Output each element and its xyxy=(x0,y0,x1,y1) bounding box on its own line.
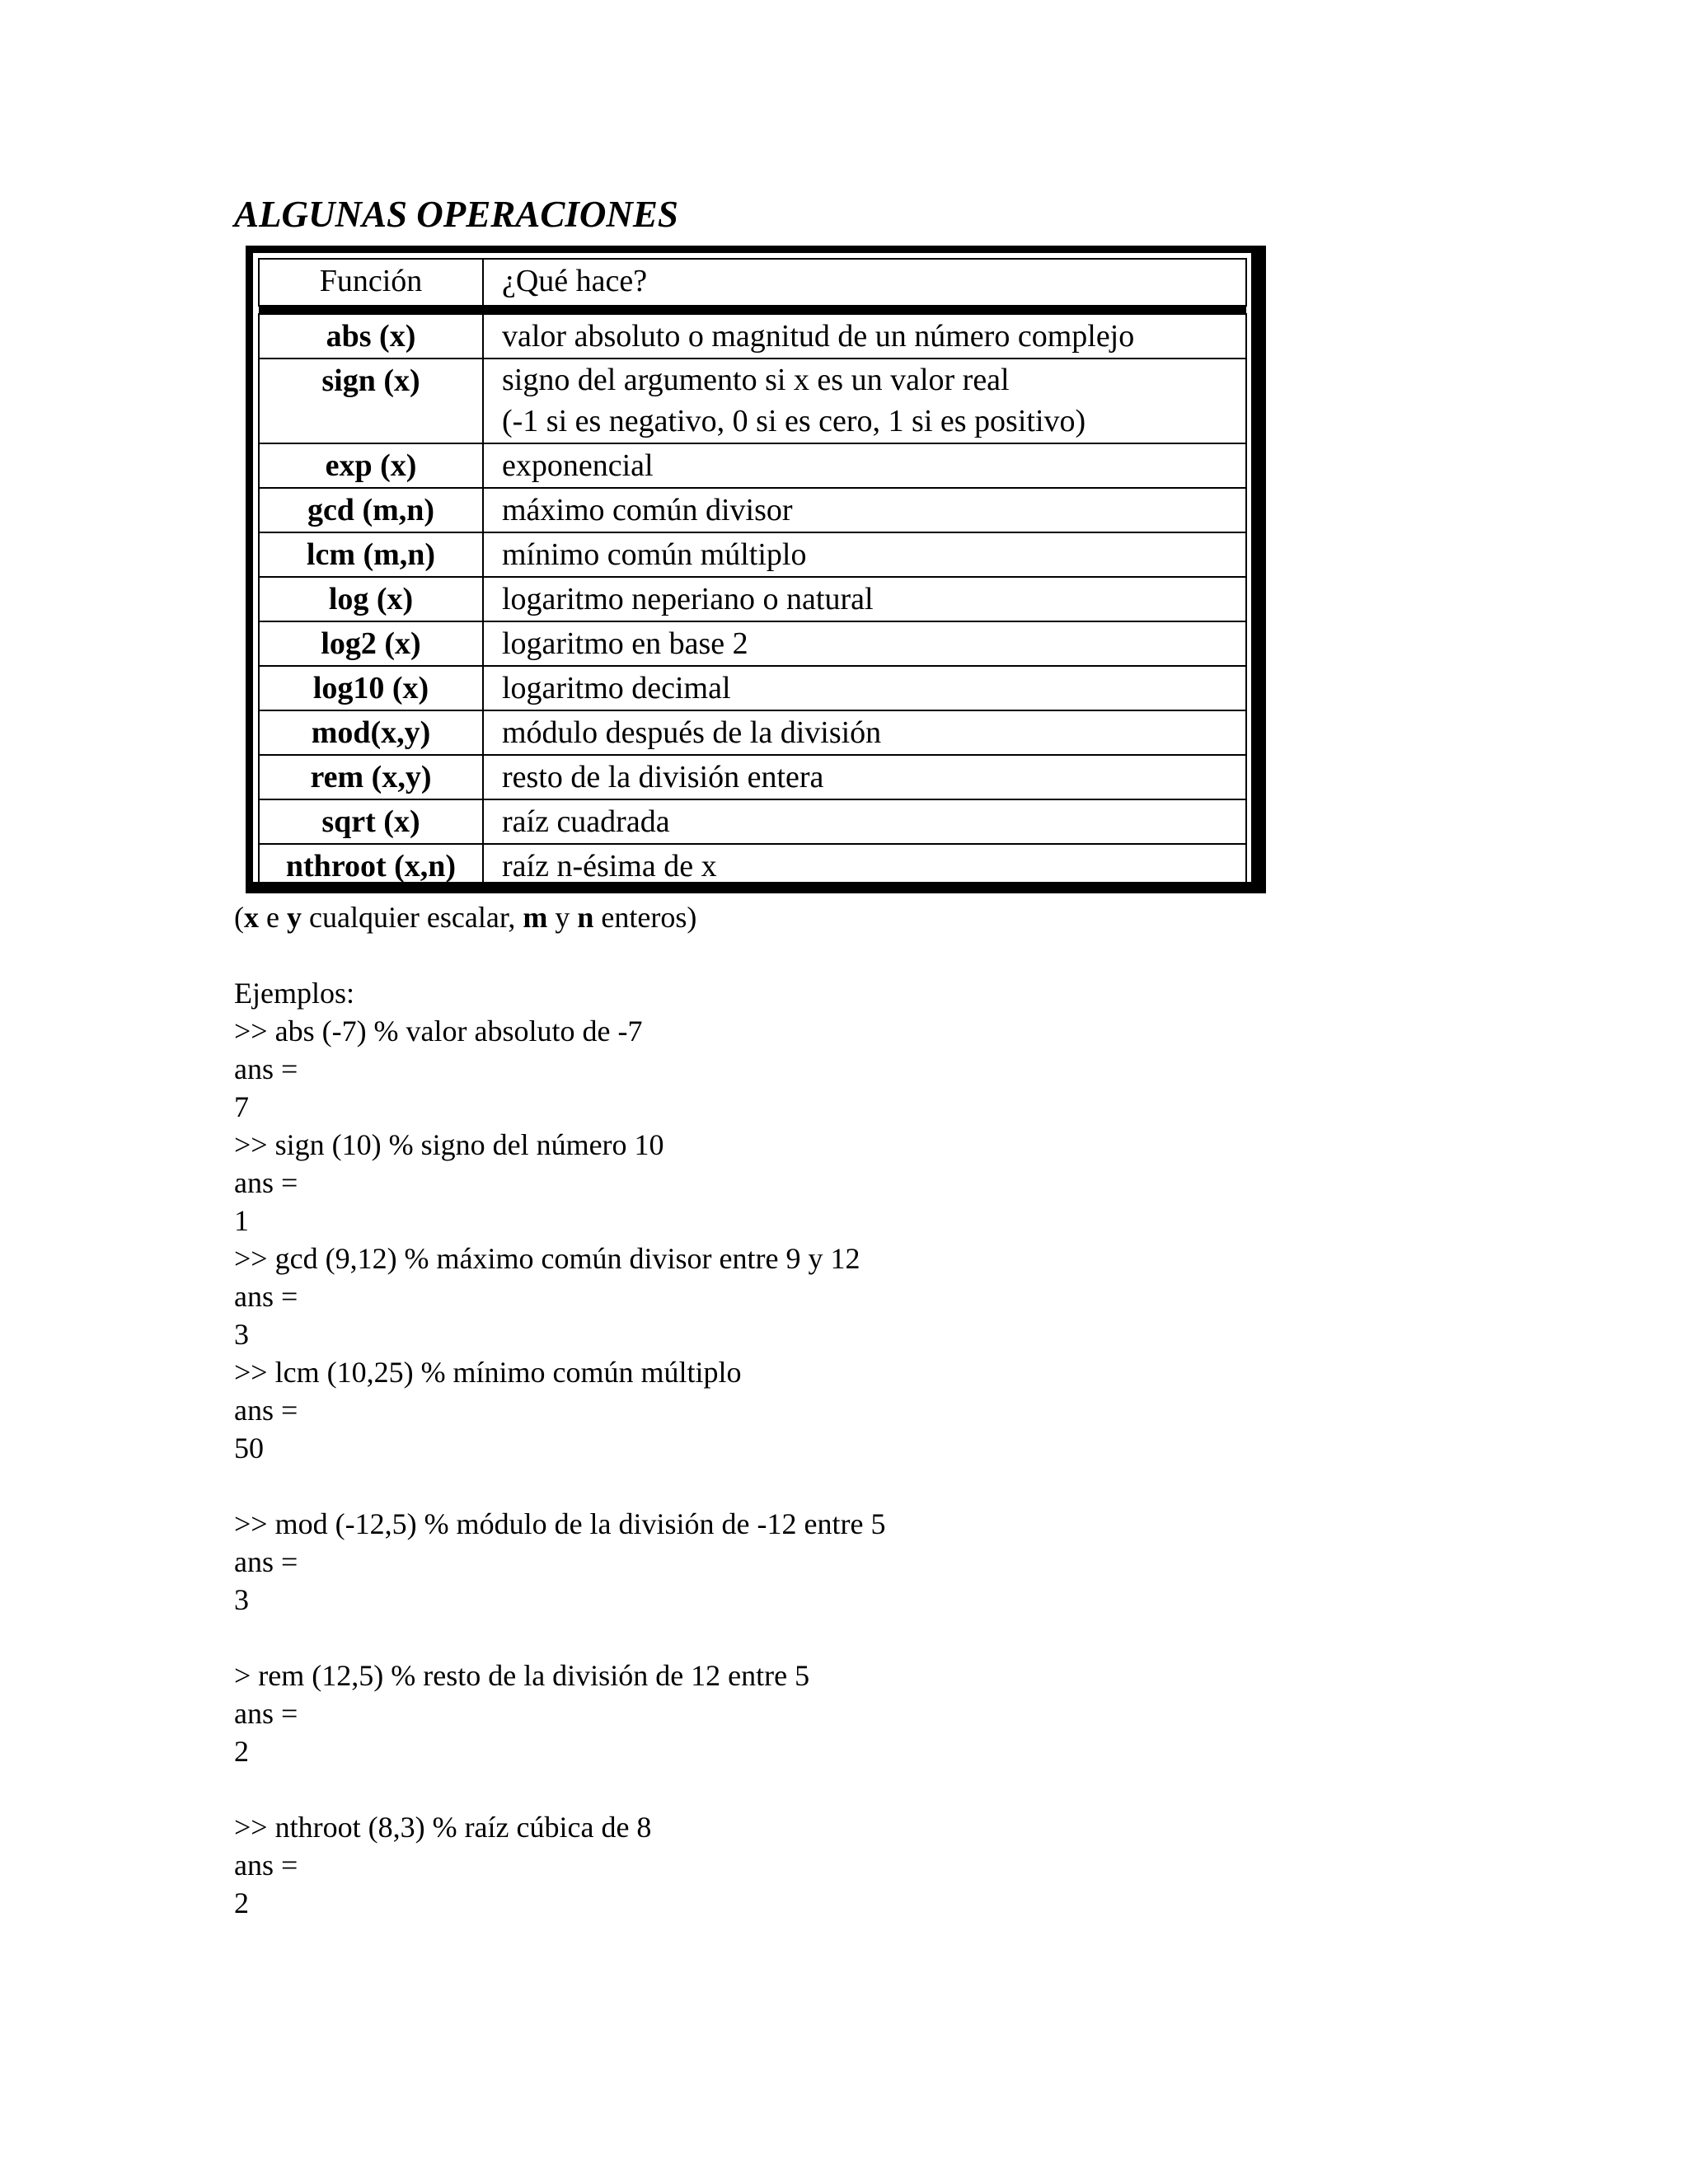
example-result: 50 xyxy=(234,1432,264,1465)
table-row xyxy=(259,488,1246,532)
example-command: >> sign (10) % signo del número 10 xyxy=(234,1128,664,1161)
example-command: >> mod (-12,5) % módulo de la división de -12 entre 5 xyxy=(234,1507,886,1540)
header-description: ¿Qué hace? xyxy=(483,259,1246,306)
table-note: (x e y cualquier escalar, m y n enteros) xyxy=(234,901,697,934)
header-separator xyxy=(259,306,1246,314)
example-ans: ans = xyxy=(234,1394,298,1427)
description-line: signo del argumento si x es un valor real xyxy=(502,363,1010,397)
description-cell: exponencial xyxy=(483,443,1246,488)
table-row xyxy=(259,844,1246,888)
examples-label: Ejemplos: xyxy=(234,977,354,1010)
description-cell: valor absoluto o magnitud de un número complejo xyxy=(483,314,1246,359)
description-cell: logaritmo neperiano o natural xyxy=(483,577,1246,621)
function-cell: sign (x) xyxy=(259,359,483,443)
description-cell xyxy=(483,359,1246,443)
header-function: Función xyxy=(259,259,483,306)
body-text xyxy=(234,898,885,1922)
description-cell: mínimo común múltiplo xyxy=(483,532,1246,577)
example-command: >> lcm (10,25) % mínimo común múltiplo xyxy=(234,1356,742,1389)
example-ans: ans = xyxy=(234,1697,298,1730)
table-row xyxy=(259,532,1246,577)
function-cell: lcm (m,n) xyxy=(259,532,483,577)
example-ans: ans = xyxy=(234,1849,298,1882)
function-cell: gcd (m,n) xyxy=(259,488,483,532)
example-command: >> gcd (9,12) % máximo común divisor entre 9 y 12 xyxy=(234,1242,860,1275)
table-row xyxy=(259,710,1246,755)
operations-table xyxy=(258,258,1247,889)
description-cell: resto de la división entera xyxy=(483,755,1246,799)
function-cell: log (x) xyxy=(259,577,483,621)
example-ans: ans = xyxy=(234,1545,298,1578)
example-result: 3 xyxy=(234,1583,249,1616)
function-cell: rem (x,y) xyxy=(259,755,483,799)
example-ans: ans = xyxy=(234,1166,298,1199)
description-cell: logaritmo decimal xyxy=(483,666,1246,710)
example-result: 1 xyxy=(234,1204,249,1237)
example-result: 7 xyxy=(234,1090,249,1123)
table-row xyxy=(259,443,1246,488)
page-title: ALGUNAS OPERACIONES xyxy=(234,194,678,235)
function-cell: nthroot (x,n) xyxy=(259,844,483,888)
function-cell: log10 (x) xyxy=(259,666,483,710)
operations-table-frame xyxy=(246,246,1266,893)
function-cell: exp (x) xyxy=(259,443,483,488)
example-result: 3 xyxy=(234,1318,249,1351)
function-cell: abs (x) xyxy=(259,314,483,359)
example-result: 2 xyxy=(234,1735,249,1768)
function-cell: mod(x,y) xyxy=(259,710,483,755)
description-cell: raíz n-ésima de x xyxy=(483,844,1246,888)
table-row xyxy=(259,666,1246,710)
description-line: (-1 si es negativo, 0 si es cero, 1 si es positivo) xyxy=(502,404,1086,438)
example-command: >> abs (-7) % valor absoluto de -7 xyxy=(234,1015,643,1047)
description-cell: logaritmo en base 2 xyxy=(483,621,1246,666)
description-cell: raíz cuadrada xyxy=(483,799,1246,844)
function-cell: log2 (x) xyxy=(259,621,483,666)
table-row xyxy=(259,799,1246,844)
table-header-row xyxy=(259,259,1246,306)
example-command: >> nthroot (8,3) % raíz cúbica de 8 xyxy=(234,1811,652,1844)
table-row xyxy=(259,621,1246,666)
table-row xyxy=(259,755,1246,799)
example-ans: ans = xyxy=(234,1052,298,1085)
example-result: 2 xyxy=(234,1886,249,1919)
example-ans: ans = xyxy=(234,1280,298,1313)
table-row xyxy=(259,577,1246,621)
table-row xyxy=(259,359,1246,443)
description-cell: máximo común divisor xyxy=(483,488,1246,532)
example-command: > rem (12,5) % resto de la división de 12 entre 5 xyxy=(234,1659,810,1692)
function-cell: sqrt (x) xyxy=(259,799,483,844)
description-cell: módulo después de la división xyxy=(483,710,1246,755)
table-row xyxy=(259,314,1246,359)
